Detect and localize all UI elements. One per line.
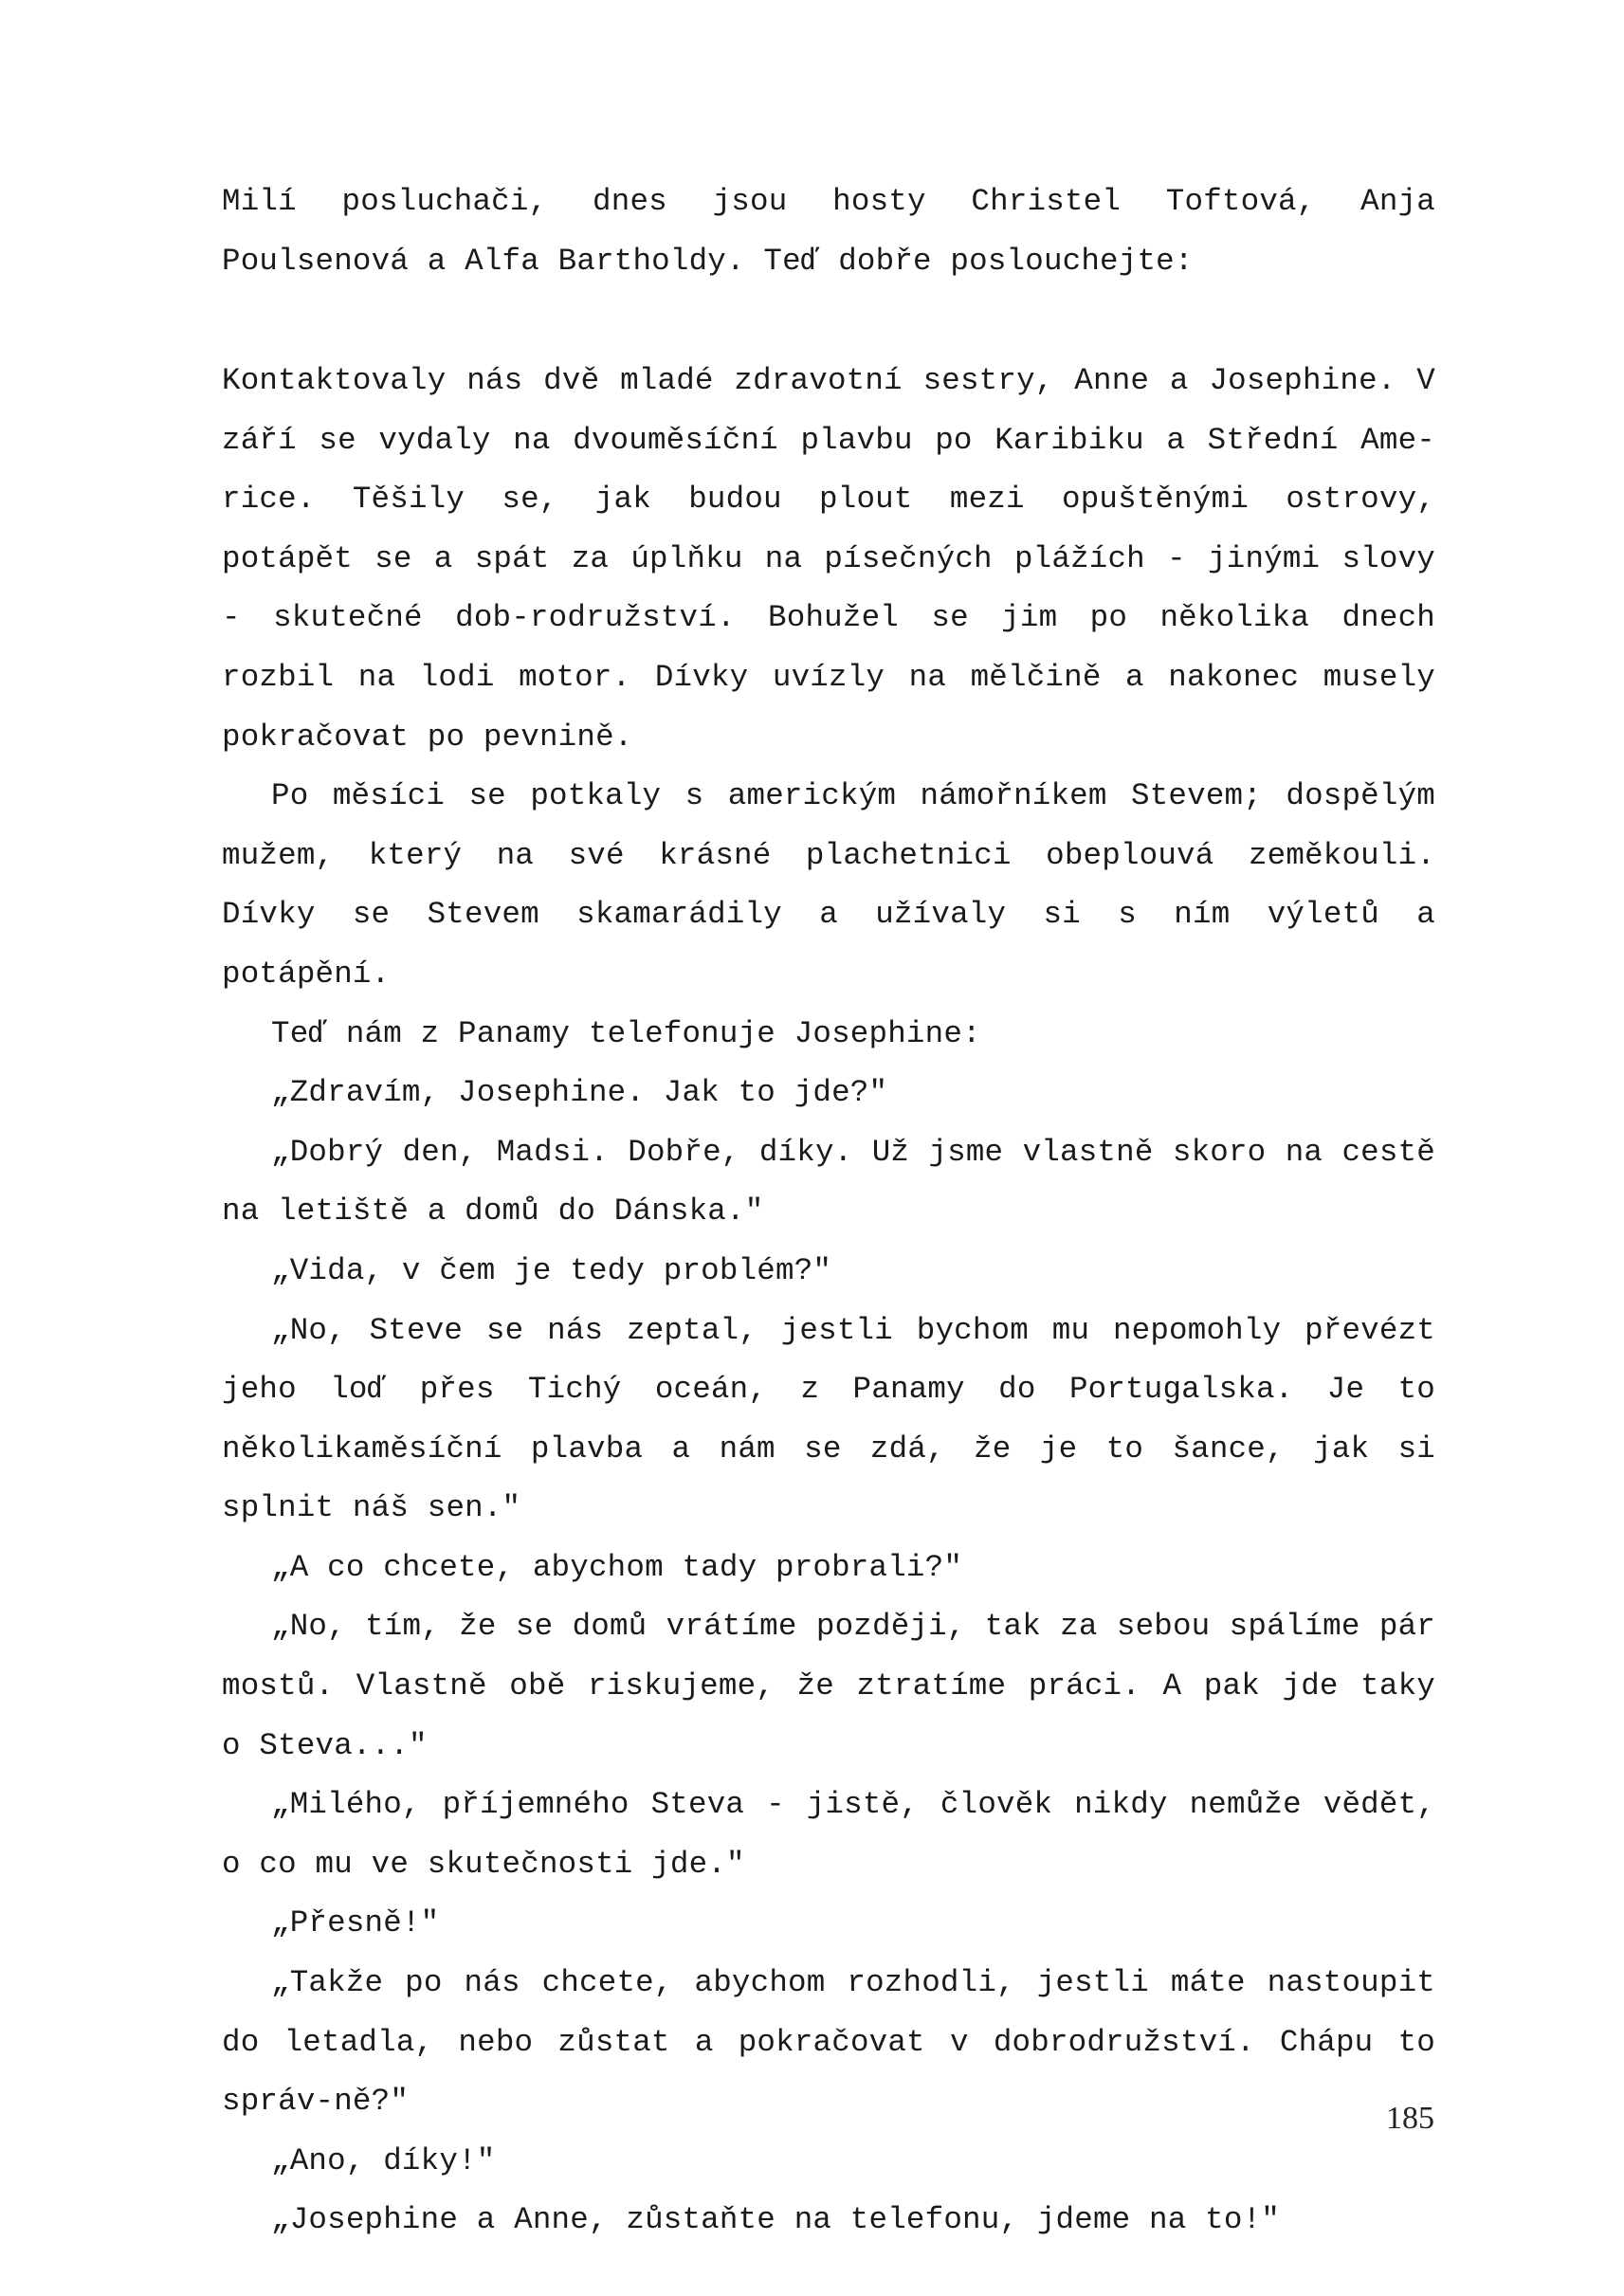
dialogue-line: „Zdravím, Josephine. Jak to jde?" [271,1075,888,1111]
dialogue-line: „Takže po nás chcete, abychom rozhodli, jestli máte nastoupit do letadla, nebo zůstat a pokračovat v dobrodružství. Chápu to správ-ně?" [222,1965,1435,2120]
page-number: 185 [1386,2101,1434,2136]
intro-section [222,173,1435,291]
dialogue-line: „No, tím, že se domů vrátíme později, tak za sebou spálíme pár mostů. Vlastně obě riskujeme, že ztratíme práci. A pak jde taky o Steva..." [222,1609,1435,1763]
story-paragraph-1: Kontaktovaly nás dvě mladé zdravotní sestry, Anne a Josephine. V září se vydaly na dvouměsíční plavbu po Karibiku a Střední Ame-rice. Těšily se, jak budou plout mezi opuštěnými ostrovy, potápět se a spát za úplňku na písečných plážích - jinými slovy - skutečné dob-rodružství. Bohužel se jim po několika dnech rozbil na lodi motor. Dívky uvízly na mělčině a nakonec musely pokračovat po pevnině. [222,363,1435,755]
dialogue-line: „Dobrý den, Madsi. Dobře, díky. Už jsme vlastně skoro na cestě na letiště a domů do Dánska." [222,1134,1435,1230]
intro-paragraph: Milí posluchači, dnes jsou hosty Christel Toftová, Anja Poulsenová a Alfa Bartholdy. Teď dobře poslouchejte: [222,184,1435,279]
dialogue-line: „A co chcete, abychom tady probrali?" [271,1549,963,1585]
story-paragraph-2: Po měsíci se potkaly s americkým námořníkem Stevem; dospělým mužem, který na své krásné plachetnici obeplouvá zeměkouli. Dívky se Stevem skamarádily a užívaly si s ním výletů a potápění. [222,778,1435,992]
dialogue-line: „Josephine a Anne, zůstaňte na telefonu, jdeme na to!" [271,2202,1280,2238]
story-paragraph-3: Teď nám z Panamy telefonuje Josephine: [271,1015,981,1051]
dialogue-line: „Přesně!" [271,1905,440,1941]
story-section [222,352,1435,2250]
dialogue-line: „No, Steve se nás zeptal, jestli bychom mu nepomohly převézt jeho loď přes Tichý oceán, z Panamy do Portugalska. Je to několikaměsíční plavba a nám se zdá, že je to šance, jak si splnit náš sen." [222,1312,1435,1526]
dialogue-line: „Ano, díky!" [271,2142,496,2178]
dialogue-line: „Milého, příjemného Steva - jistě, člověk nikdy nemůže vědět, o co mu ve skutečnosti jde." [222,1787,1435,1882]
dialogue-line: „Vida, v čem je tedy problém?" [271,1252,832,1288]
